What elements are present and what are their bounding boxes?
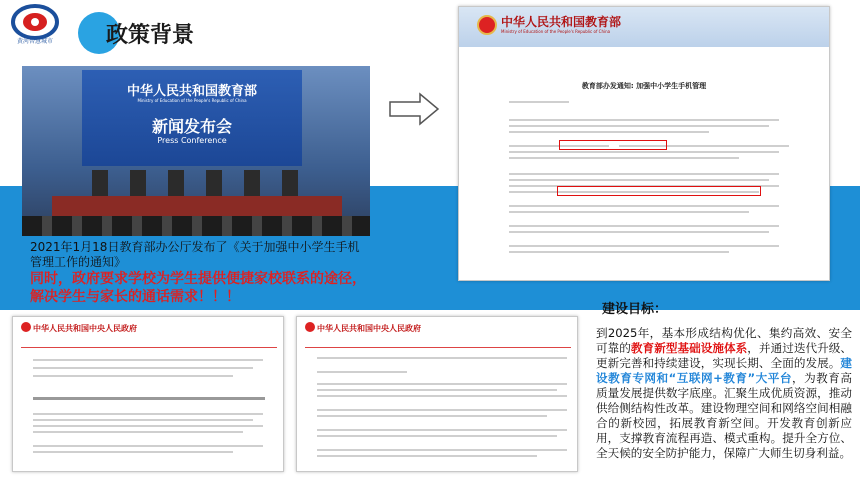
backdrop-ministry-en: Ministry of Education of the People's Republic of China <box>137 98 247 103</box>
ministry-site-name: 中华人民共和国教育部 <box>501 15 622 29</box>
highlight-box-2 <box>557 186 761 196</box>
audience <box>22 216 370 236</box>
caption-notice: 2021年1月18日教育部办公厅发布了《关于加强中小学生手机管理工作的通知》 <box>30 240 360 269</box>
backdrop-screen <box>82 70 302 166</box>
notice-heading: 教育部办发通知: 加强中小学生手机管理 <box>581 82 707 90</box>
gov-site-name: 中华人民共和国中央人民政府 <box>317 324 421 333</box>
emblem-icon <box>305 322 315 332</box>
gov-document-screenshot-2 <box>296 316 578 472</box>
emblem-icon <box>21 322 31 332</box>
gov-site-name: 中华人民共和国中央人民政府 <box>33 324 137 333</box>
backdrop-ministry-cn: 中华人民共和国教育部 <box>126 84 257 99</box>
ministry-site-name-en: Ministry of Education of the People's Republic of China <box>501 29 611 34</box>
goals-highlight-red: 教育新型基础设施体系 <box>630 341 748 355</box>
goals-text-part-2: ，并通过迭代升级、更新完善和持续建设，实现长期、全面的发展。 <box>596 341 852 370</box>
national-emblem-icon <box>477 15 497 35</box>
press-conference-photo <box>22 66 370 236</box>
page-title: 政策背景 <box>106 23 195 48</box>
logo-emblem-icon <box>6 4 64 54</box>
logo-text: 黄河智慧城市 <box>16 38 53 45</box>
gov-document-screenshot-1 <box>12 316 284 472</box>
caption-requirement: 同时，政府要求学校为学生提供便捷家校联系的途径，解决学生与家长的通话需求！！！ <box>30 271 366 305</box>
ministry-notice-screenshot <box>458 6 830 281</box>
highlight-box-1 <box>559 140 667 150</box>
goals-text-part-3: ，为教育高质量发展提供数字底座。汇聚生成优质资源，推动供给侧结构性改革。建设物理空间和网络空间相融合的新校园，拓展教育新空间。开发教育创新应用，支撑教育流程再造、模式重构。提升全方位、全天候的安全防护能力，保障广大师生切身利益。 <box>596 371 852 460</box>
goals-text <box>596 326 852 461</box>
ministry-header <box>459 7 829 47</box>
goals-text-part-1: 到2025年，基本形成结构优化、集约高效、安全可靠的 <box>596 326 852 355</box>
backdrop-event-cn: 新闻发布会 <box>151 117 232 136</box>
right-arrow-icon <box>388 92 440 126</box>
backdrop-event-en: Press Conference <box>157 136 227 145</box>
goals-highlight-blue: 建设教育专网和“互联网+教育”大平台 <box>596 356 852 385</box>
goals-title: 建设目标： <box>602 302 668 317</box>
